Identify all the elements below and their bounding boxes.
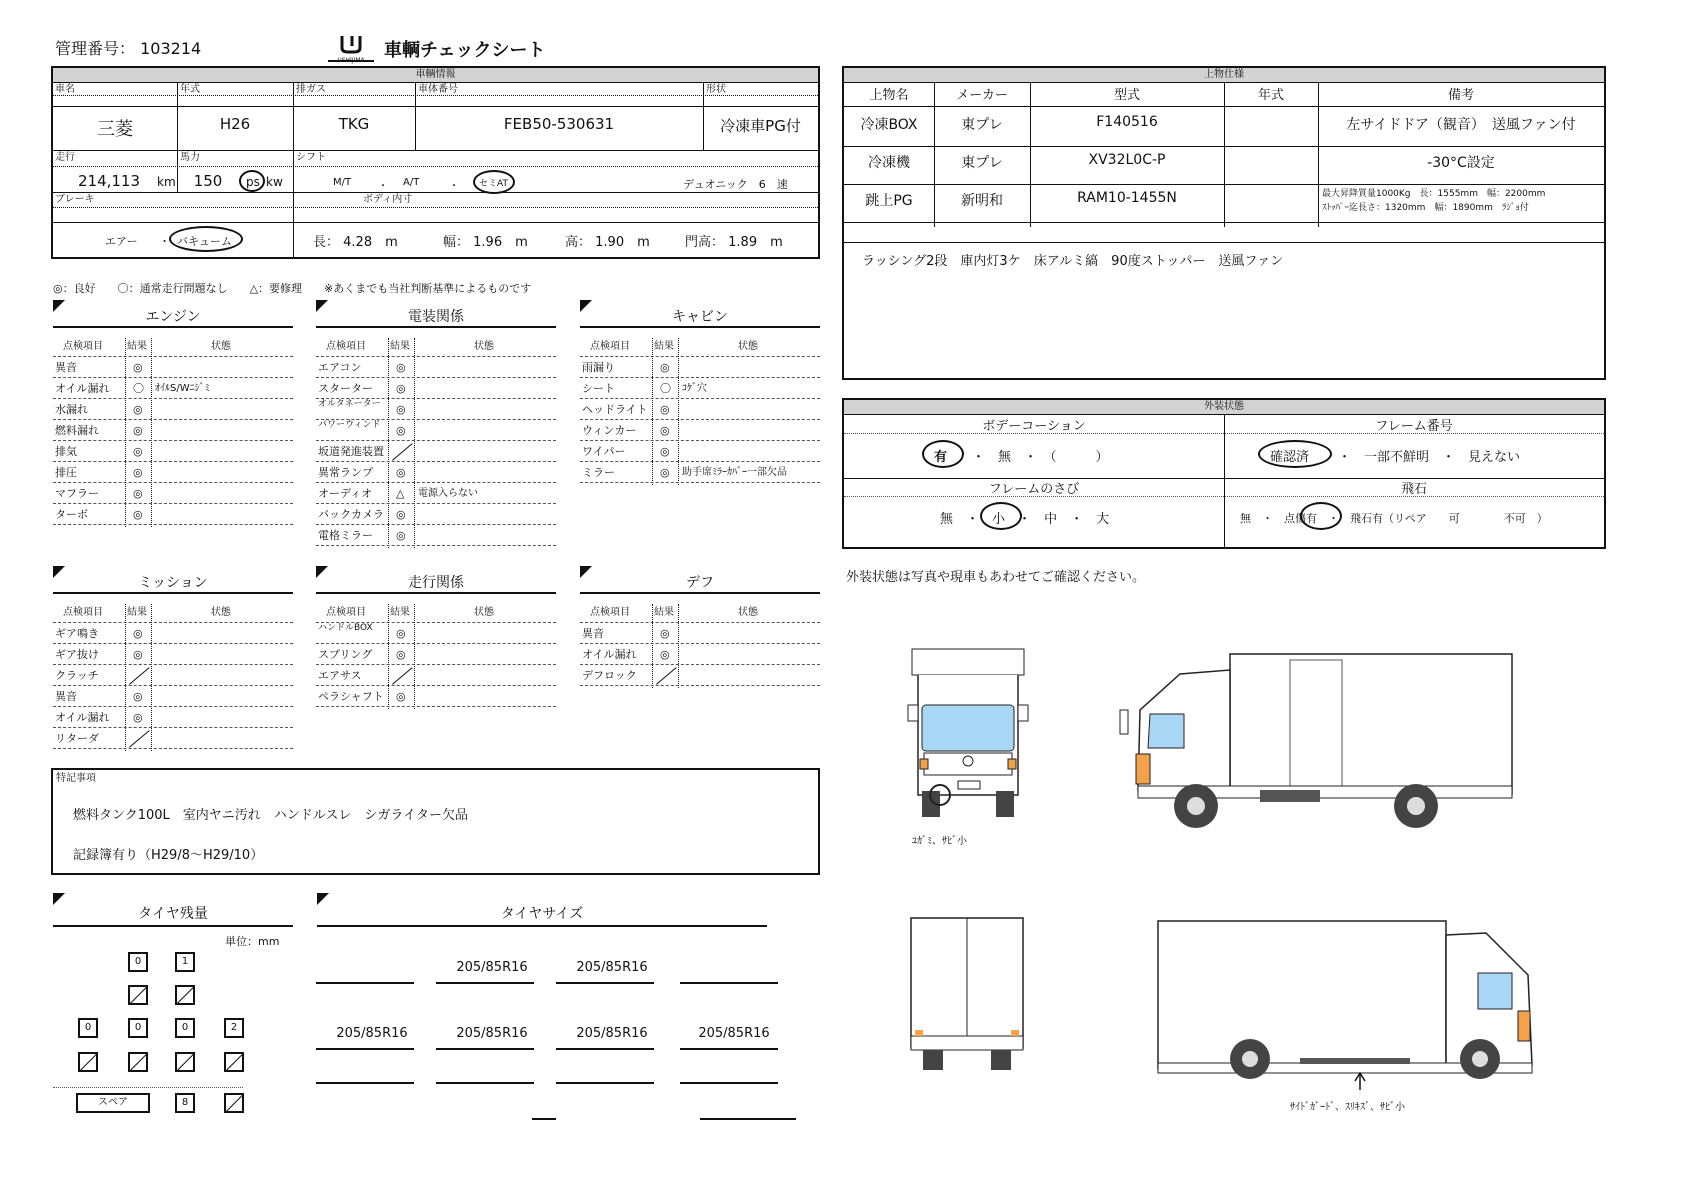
truck-rear-view [905,912,1030,1072]
inspect-item: シート [582,382,615,395]
table-row [580,665,820,686]
inspect-item: オイル漏れ [55,382,110,395]
upper-col-head: 型式 [1113,88,1140,103]
semi-at-selected-circle [473,170,515,194]
inspect-state: ｵｲﾙS/Wﾆｼﾞﾐ [155,383,210,394]
table-row [53,728,293,749]
tire-size-front: 205/85R16 [576,960,648,975]
tire-rear-3: 0 [175,1018,195,1038]
inspect-result: ◎ [396,690,406,703]
tire-size-front: 205/85R16 [456,960,528,975]
table-row [580,462,820,483]
table-row [53,483,293,504]
truck-front-view [900,645,1040,835]
ps-selected-circle [239,170,265,192]
table-row [316,462,556,483]
inspect-item: 水漏れ [55,403,88,416]
inspect-result: ◎ [396,627,406,640]
inspect-result: ◎ [133,487,143,500]
na-slash [78,1052,98,1072]
upper-cell: RAM10-1455N [1077,190,1177,206]
vehicle-shape: 冷凍車PG付 [720,117,801,135]
inspect-result: ◎ [396,508,406,521]
inspect-item: クラッチ [55,669,99,682]
inspect-result: 〇 [660,382,671,395]
rust-small-circle [980,502,1022,530]
inspect-result: ◎ [660,424,670,437]
table-row [53,665,293,686]
vehicle-info-box: 車輌情報 車名 年式 排ガス 車体番号 形状 三菱 H26 TKG FEB50-530631 冷凍車PG付 走行 馬力 シフト 214,113 km 150 ps kw M/T ・ A/T ・ セミAT デュオニック 6 速 ブレーキ ボディ内寸 エアー ・ バキューム 長： 4.28 m 幅： 1.96 m 高： 1.90 m 門高： 1.89 m [51,66,820,259]
table-row [53,686,293,707]
legend: ◎：良好 〇：通常走行問題なし △：要修理 ※あくまでも当社判断基準によるものです [53,282,532,295]
inspect-result: ◎ [133,424,143,437]
company-logo: USHIJIMA [328,34,374,62]
inspect-item: 排気 [55,445,77,458]
upper-col-head: メーカー [956,88,1008,103]
side-annotation: ｻｲﾄﾞｶﾞｰﾄﾞ、ｽﾘｷｽﾞ、ｻﾋﾞ小 [1290,1102,1405,1113]
na-slash [175,1052,195,1072]
inspect-result: ◎ [660,466,670,479]
pg-note-1: 最大昇降質量1000Kg 長：1555mm 幅：2200mm [1322,189,1546,199]
inspect-item: ターボ [55,508,88,521]
inspect-result: ◎ [133,711,143,724]
inspect-result: ◎ [133,508,143,521]
inspect-result: ◎ [660,361,670,374]
inspect-item: 雨漏り [582,361,615,374]
inspect-item: スプリング [318,648,373,661]
inspect-item: 異音 [55,690,77,703]
inspect-item: ギア鳴き [55,627,99,640]
inspect-item: 燃料漏れ [55,424,99,437]
table-row [53,378,293,399]
upper-cell: 東プレ [961,117,1003,133]
inspect-item: ワイパー [582,445,626,458]
inspect-result: ◎ [660,403,670,416]
table-row [316,525,556,546]
table-row [316,357,556,378]
upper-cell: 跳上PG [865,193,913,209]
tire-size-rear: 205/85R16 [456,1026,528,1041]
table-row [316,623,556,644]
inspect-item: オルタネーター [318,399,381,409]
inspect-result: ◎ [133,445,143,458]
table-row [316,644,556,665]
table-row [580,441,820,462]
drive-section-title: 走行関係 [316,572,556,594]
coat-yes-circle [922,440,964,468]
table-row [316,441,556,462]
tire-spare: 8 [175,1093,195,1113]
chip-point-circle [1300,502,1342,530]
mileage-value: 214,113 [77,172,141,190]
inner-length: 長： 4.28 m [313,235,398,250]
upper-cell: -30°C設定 [1427,155,1495,171]
upper-col-head: 備考 [1447,88,1474,103]
inspect-result: ◎ [396,529,406,542]
upper-cell: 冷凍機 [868,155,910,171]
upper-cell: 東プレ [961,155,1003,171]
inspect-result: ◎ [133,403,143,416]
tire-size-rear: 205/85R16 [336,1026,408,1041]
notes-line1: 燃料タンク100L 室内ヤニ汚れ ハンドルスレ シガライター欠品 [73,808,469,823]
table-row [53,462,293,483]
tire-size-title: タイヤサイズ [317,903,767,927]
notes-line2: 記録簿有り（H29/8～H29/10） [73,848,264,863]
inspect-item: オイル漏れ [55,711,110,724]
inner-width: 幅： 1.96 m [443,235,528,250]
table-row [53,623,293,644]
inspect-result: ◎ [396,403,406,416]
electric-column-head: 点検項目 結果 状態 [316,336,556,357]
table-row [580,357,820,378]
inspect-result: ◎ [396,361,406,374]
inspect-item: オーディオ [318,487,373,500]
inspect-result: ◎ [133,690,143,703]
management-number: 管理番号： 103214 [55,39,202,58]
cabin-section-title: キャビン [580,306,820,328]
inspect-item: ミラー [582,466,615,479]
inspect-item: スターター [318,382,373,395]
upper-cell: F140516 [1096,114,1158,130]
tire-rear-2: 0 [128,1018,148,1038]
inspect-item: バックカメラ [318,508,384,521]
tire-size-rear: 205/85R16 [576,1026,648,1041]
inspect-result: ◎ [133,361,143,374]
upper-cell: 冷凍BOX [860,117,918,133]
inspect-state: ｺｹﾞ穴 [682,383,707,394]
inspect-result: △ [396,487,405,500]
inspect-result: 〇 [133,382,144,395]
inspect-item: ハンドルBOX [318,623,373,633]
inspect-result: ◎ [133,627,143,640]
na-slash [224,1052,244,1072]
table-row [53,441,293,462]
sheet-title: 車輌チェックシート [384,40,546,61]
power-value: 150 [193,172,223,190]
inspect-item: 異音 [55,361,77,374]
inspect-result: ◎ [660,648,670,661]
inner-height: 高： 1.90 m [565,235,650,250]
frame-confirmed-circle [1258,440,1332,468]
spare-label: スペア [76,1093,150,1113]
inspect-item: 坂道発進装置 [318,445,384,458]
inspect-item: パワーウィンド [318,420,381,430]
inspect-item: 電格ミラー [318,529,373,542]
exterior-box: 外装状態 ボデーコーション フレーム番号 有 ・ 無 ・ （ ） 確認済 ・ 一部不鮮明 ・ 見えない フレームのさび 飛石 無 ・ 小 ・ 中 ・ 大 無 ・ 点傷有 ・ 飛石有（リペア 可 不可 ） [842,398,1606,549]
upper-extra: ラッシング2段 庫内灯3ケ 床アルミ縞 90度ストッパー 送風ファン [862,254,1284,269]
inspect-item: ウィンカー [582,424,637,437]
inspect-item: オイル漏れ [582,648,637,661]
table-row [316,504,556,525]
table-row [580,378,820,399]
mission-section-title: ミッション [53,572,293,594]
inspect-item: 異常ランプ [318,466,373,479]
inspect-result: ◎ [133,648,143,661]
table-row [580,644,820,665]
na-slash [128,985,148,1005]
table-row [53,399,293,420]
inspect-item: エアサス [318,669,362,682]
inspect-result: ◎ [396,424,406,437]
table-row [316,420,556,441]
na-slash [175,985,195,1005]
mission-column-head: 点検項目 結果 状態 [53,602,293,623]
engine-column-head: 点検項目 結果 状態 [53,336,293,357]
inspect-item: デフロック [582,669,637,682]
table-row [53,420,293,441]
inspect-result: ◎ [660,445,670,458]
inspect-result: ◎ [660,627,670,640]
table-row [53,357,293,378]
na-slash [128,1052,148,1072]
front-annotation: ﾕｶﾞﾐ、ｻﾋﾞ小 [912,836,967,847]
inspect-item: ギア抜け [55,648,99,661]
table-row [316,399,556,420]
inspect-result: ◎ [396,466,406,479]
tire-front-left: 0 [128,952,148,972]
vehicle-body-no: FEB50-530631 [503,115,615,133]
exterior-note: 外装状態は写真や現車もあわせてご確認ください。 [846,570,1146,585]
inspect-result: ◎ [396,648,406,661]
tire-size-rear: 205/85R16 [698,1026,770,1041]
truck-side-view [1110,650,1520,840]
engine-section-title: エンジン [53,306,293,328]
upper-spec-box: 上物仕様 上物名 メーカー 型式 年式 備考 冷凍BOX 東プレ F140516 左サイドドア（観音） 送風ファン付 冷凍機 東プレ XV32L0C-P -30°C設定 跳上PG 新明和 RAM10-1455N 最大昇降質量1000Kg 長：1555mm 幅：2200mm ｽﾄｯﾊﾟｰ迄長さ：1320mm 幅：1890mm ﾗｼﾞｮ付 ラッシング2段 庫内灯3ケ 床アルミ縞 90度ストッパー 送風ファン [842,66,1606,380]
upper-cell: XV32L0C-P [1088,152,1166,168]
diff-section-title: デフ [580,572,820,594]
vehicle-year: H26 [219,115,251,133]
truck-side-view-right [1150,915,1550,1090]
tire-remain-title: タイヤ残量 [53,903,293,927]
cabin-column-head: 点検項目 結果 状態 [580,336,820,357]
upper-col-head: 上物名 [869,88,909,103]
tire-rear-4: 2 [224,1018,244,1038]
vehicle-name: 三菱 [97,119,133,140]
electric-section-title: 電装関係 [316,306,556,328]
tire-front-right: 1 [175,952,195,972]
table-row [316,378,556,399]
table-row [53,707,293,728]
table-row [580,420,820,441]
table-row [53,504,293,525]
table-row [316,483,556,504]
notes-box: 特記事項 燃料タンク100L 室内ヤニ汚れ ハンドルスレ シガライター欠品 記録簿有り（H29/8～H29/10） [51,768,820,875]
inspect-item: マフラー [55,487,99,500]
inspect-state: 助手席ﾐﾗｰｶﾊﾞｰ一部欠品 [682,467,787,478]
drive-column-head: 点検項目 結果 状態 [316,602,556,623]
upper-col-head: 年式 [1257,88,1284,103]
na-slash [224,1093,244,1113]
inspect-item: 排圧 [55,466,77,479]
inspect-item: 異音 [582,627,604,640]
inspect-item: エアコン [318,361,362,374]
upper-cell: 左サイドドア（観音） 送風ファン付 [1346,117,1576,133]
table-row [316,686,556,707]
inspect-result: ◎ [133,466,143,479]
vehicle-info-heading: 車輌情報 [53,68,818,83]
inspect-result: ◎ [396,382,406,395]
pg-note-2: ｽﾄｯﾊﾟｰ迄長さ：1320mm 幅：1890mm ﾗｼﾞｮ付 [1322,203,1529,213]
table-row [316,665,556,686]
table-row [580,623,820,644]
upper-cell: 新明和 [961,193,1003,209]
tire-rear-1: 0 [78,1018,98,1038]
vacuum-selected-circle [169,226,243,252]
table-row [53,644,293,665]
inspect-item: ペラシャフト [318,690,384,703]
diff-column-head: 点検項目 結果 状態 [580,602,820,623]
door-height: 門高： 1.89 m [685,235,783,250]
table-row [580,399,820,420]
inspect-state: 電源入らない [418,488,478,499]
inspect-item: リターダ [55,732,99,745]
vehicle-gas: TKG [338,115,370,133]
inspect-item: ヘッドライト [582,403,648,416]
